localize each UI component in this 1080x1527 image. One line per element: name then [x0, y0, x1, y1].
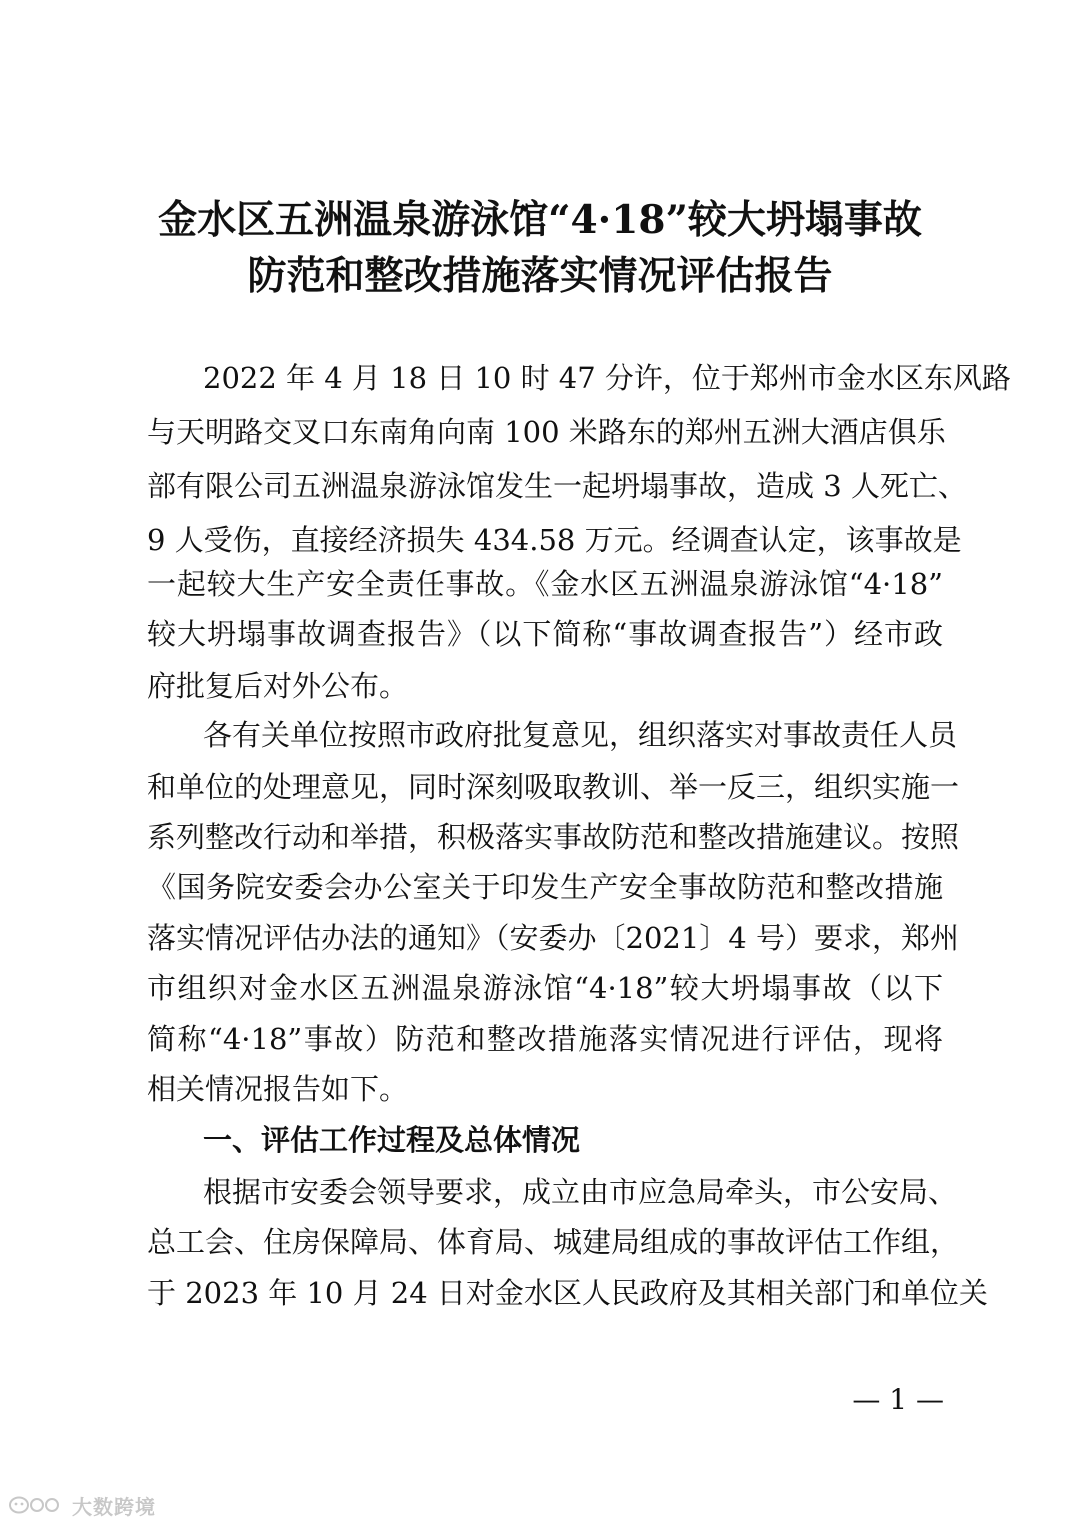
paragraph-line: 相关情况报告如下。 [147, 1072, 409, 1106]
page-number: — 1 — [852, 1383, 944, 1416]
section-heading: 一、评估工作过程及总体情况 [203, 1123, 581, 1157]
paragraph-line: 部有限公司五洲温泉游泳馆发生一起坍塌事故，造成 3 人死亡、 [147, 469, 967, 503]
paragraph-line: 根据市安委会领导要求，成立由市应急局牵头，市公安局、 [203, 1175, 958, 1209]
document-title-line-1: 金水区五洲温泉游泳馆“4·18”较大坍塌事故 [158, 197, 922, 243]
paragraph-line: 系列整改行动和举措，积极落实事故防范和整改措施建议。按照 [147, 820, 960, 854]
paragraph-line: 于 2023 年 10 月 24 日对金水区人民政府及其相关部门和单位关 [147, 1276, 988, 1310]
paragraph-line: 较大坍塌事故调查报告》（以下简称“事故调查报告”）经市政 [147, 617, 943, 651]
paragraph-line: 市组织对金水区五洲温泉游泳馆“4·18”较大坍塌事故（以下 [147, 971, 943, 1005]
document-title-line-2: 防范和整改措施落实情况评估报告 [247, 253, 833, 299]
paragraph-line: 各有关单位按照市政府批复意见，组织落实对事故责任人员 [203, 718, 958, 752]
paragraph-line: 9 人受伤，直接经济损失 434.58 万元。经调查认定，该事故是 [147, 523, 962, 557]
paragraph-line: 与天明路交叉口东南角向南 100 米路东的郑州五洲大酒店俱乐 [147, 415, 946, 449]
paragraph-line: 简称“4·18”事故）防范和整改措施落实情况进行评估，现将 [147, 1022, 943, 1056]
wechat-logo-icon [8, 1493, 66, 1517]
paragraph-line: 2022 年 4 月 18 日 10 时 47 分许，位于郑州市金水区东风路 [203, 361, 1011, 395]
paragraph-line: 总工会、住房保障局、体育局、城建局组成的事故评估工作组， [147, 1225, 960, 1259]
paragraph-line: 和单位的处理意见，同时深刻吸取教训、举一反三，组织实施一 [147, 770, 960, 804]
paragraph-line: 府批复后对外公布。 [147, 669, 409, 703]
paragraph-line: 《国务院安委会办公室关于印发生产安全事故防范和整改措施 [147, 870, 943, 904]
paragraph-line: 一起较大生产安全责任事故。《金水区五洲温泉游泳馆“4·18” [147, 567, 943, 601]
paragraph-line: 落实情况评估办法的通知》（安委办〔2021〕4 号）要求，郑州 [147, 921, 959, 955]
watermark [8, 1490, 156, 1520]
watermark-text: 大数跨境 [72, 1494, 156, 1519]
